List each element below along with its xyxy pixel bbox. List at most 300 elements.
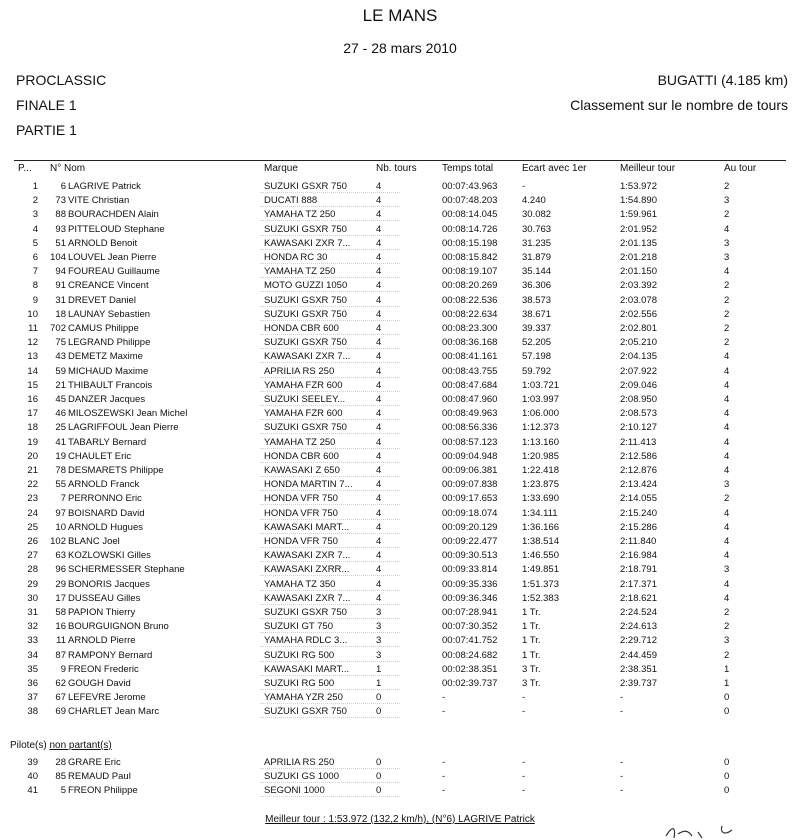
cell-au-tour: 4 <box>724 465 730 476</box>
circuit-label: BUGATTI (4.185 km) <box>657 72 788 88</box>
cell-temps: 00:09:18.074 <box>442 507 498 519</box>
cell-meilleur: 2:14.055 <box>620 493 657 505</box>
table-row <box>0 691 800 705</box>
cell-temps: 00:08:19.107 <box>442 266 498 278</box>
cell-meilleur: 2:18.791 <box>620 564 657 576</box>
col-num-nom: N° Nom <box>50 163 86 174</box>
cell-nom: REMAUD Paul <box>68 771 131 783</box>
cell-no: 51 <box>55 237 66 249</box>
cell-nom: LAGRIVE Patrick <box>68 181 141 192</box>
cell-au-tour: 3 <box>724 195 730 207</box>
cell-pos: 40 <box>27 771 38 783</box>
cell-ecart: 1:46.550 <box>522 550 559 562</box>
cell-ecart: 3 Tr. <box>522 663 541 675</box>
cell-ecart: 1 Tr. <box>522 621 541 633</box>
table-row <box>0 649 800 663</box>
cell-au-tour: 4 <box>724 422 730 434</box>
cell-pos: 23 <box>27 493 38 505</box>
cell-no: 41 <box>55 436 66 448</box>
cell-au-tour: 4 <box>724 536 730 547</box>
table-row <box>0 379 800 393</box>
cell-pos: 31 <box>27 607 38 618</box>
cell-no: 104 <box>50 252 66 263</box>
cell-au-tour: 4 <box>724 521 730 533</box>
cell-temps: 00:08:15.842 <box>442 252 498 263</box>
cell-ecart: 1 Tr. <box>522 635 541 647</box>
event-date: 27 - 28 mars 2010 <box>343 40 457 56</box>
cell-pos: 11 <box>28 323 38 334</box>
cell-tours: 4 <box>376 266 382 278</box>
cell-au-tour: 4 <box>724 394 730 405</box>
cell-nom: BLANC Joel <box>68 536 120 547</box>
cell-au-tour: 2 <box>724 294 730 306</box>
cell-no: 55 <box>55 479 66 491</box>
cell-no: 75 <box>55 337 66 349</box>
cell-pos: 33 <box>27 635 38 647</box>
cell-tours: 4 <box>376 550 382 562</box>
cell-meilleur: 2:12.876 <box>620 465 657 476</box>
signature-image <box>662 822 782 840</box>
cell-ecart: 36.306 <box>522 280 552 292</box>
cell-marque: HONDA RC 30 <box>264 252 328 263</box>
cell-ecart: 1:03.997 <box>522 394 559 405</box>
col-pos: P... <box>18 163 32 174</box>
cell-tours: 0 <box>376 706 382 718</box>
cell-ecart: 1:22.418 <box>522 465 559 476</box>
cell-marque: SUZUKI GSXR 750 <box>264 422 347 434</box>
cell-tours: 4 <box>376 564 382 576</box>
cell-tours: 4 <box>376 323 382 334</box>
cell-marque: YAMAHA RDLC 3... <box>264 635 348 647</box>
cell-ecart: 1:20.985 <box>522 450 559 462</box>
cell-meilleur: 2:24.524 <box>620 607 657 618</box>
cell-tours: 4 <box>376 209 382 221</box>
table-row <box>0 265 800 279</box>
cell-meilleur: 2:03.078 <box>620 294 657 306</box>
cell-au-tour: 4 <box>724 351 730 363</box>
table-row <box>0 393 800 407</box>
cell-au-tour: 2 <box>724 323 730 334</box>
col-marque: Marque <box>264 163 298 174</box>
cell-au-tour: 4 <box>724 379 730 391</box>
cell-nom: PERRONNO Eric <box>68 493 142 505</box>
cell-marque: SUZUKI GSXR 750 <box>264 223 347 235</box>
cell-pos: 30 <box>27 592 38 604</box>
cell-temps: 00:08:22.536 <box>442 294 498 306</box>
cell-meilleur: 2:01.135 <box>620 237 657 249</box>
cell-temps: 00:08:14.726 <box>442 223 498 235</box>
cell-temps: 00:02:38.351 <box>442 663 498 675</box>
cell-no: 69 <box>55 706 66 718</box>
table-row <box>0 365 800 379</box>
cell-meilleur: 2:02.801 <box>620 323 657 334</box>
cell-no: 59 <box>55 365 66 377</box>
cell-nom: BONORIS Jacques <box>68 578 150 590</box>
header-divider <box>14 160 786 161</box>
cell-nom: FREON Philippe <box>68 785 138 797</box>
cell-pos: 13 <box>27 351 38 363</box>
table-row <box>0 770 800 784</box>
table-row <box>0 350 800 364</box>
table-row <box>0 436 800 450</box>
cell-au-tour: 4 <box>724 223 730 235</box>
cell-ecart: 1:13.160 <box>522 436 559 448</box>
cell-meilleur: 2:11.413 <box>620 436 657 448</box>
table-row <box>0 578 800 592</box>
table-row <box>0 507 800 521</box>
cell-pos: 17 <box>27 408 38 420</box>
cell-no: 73 <box>55 195 66 207</box>
table-row <box>0 208 800 222</box>
cell-ecart: - <box>522 692 526 704</box>
cell-tours: 4 <box>376 252 382 263</box>
cell-marque: YAMAHA YZR 250 <box>264 692 343 704</box>
cell-no: 102 <box>50 536 66 547</box>
cell-temps: 00:08:49.963 <box>442 408 498 420</box>
cell-meilleur: 2:02.556 <box>620 308 657 320</box>
cell-ecart: 1:06.000 <box>522 408 559 420</box>
cell-pos: 10 <box>27 308 38 320</box>
cell-meilleur: 2:15.240 <box>620 507 657 519</box>
cell-marque: SUZUKI SEELEY... <box>264 394 346 405</box>
cell-au-tour: 2 <box>724 209 730 221</box>
cell-temps: 00:08:24.682 <box>442 649 498 661</box>
cell-tours: 4 <box>376 408 382 420</box>
cell-ecart: 1:23.875 <box>522 479 559 491</box>
cell-marque: DUCATI 888 <box>264 195 318 207</box>
cell-pos: 2 <box>32 195 38 207</box>
part-label: PARTIE 1 <box>16 122 77 138</box>
cell-nom: DESMARETS Philippe <box>68 465 164 476</box>
cell-nom: ARNOLD Hugues <box>68 521 143 533</box>
cell-pos: 38 <box>27 706 38 718</box>
cell-pos: 15 <box>27 379 38 391</box>
cell-ecart: 1:38.514 <box>522 536 559 547</box>
cell-no: 78 <box>55 465 66 476</box>
cell-marque: SUZUKI GSXR 750 <box>264 308 347 320</box>
cell-marque: KAWASAKI ZXR 7... <box>264 351 351 363</box>
cell-au-tour: 2 <box>724 181 730 192</box>
cell-no: 67 <box>55 692 66 704</box>
cell-marque: YAMAHA FZR 600 <box>264 379 343 391</box>
col-ecart: Ecart avec 1er <box>522 163 587 174</box>
cell-nom: LEGRAND Philippe <box>68 337 151 349</box>
best-lap-summary: Meilleur tour : 1:53.972 (132,2 km/h), (N°6) LAGRIVE Patrick <box>265 814 535 825</box>
cell-tours: 4 <box>376 422 382 434</box>
cell-ecart: 4.240 <box>522 195 546 207</box>
cell-nom: CHARLET Jean Marc <box>68 706 160 718</box>
cell-pos: 35 <box>27 663 38 675</box>
col-meilleur-tour: Meilleur tour <box>620 163 676 174</box>
cell-au-tour: 0 <box>724 785 730 797</box>
cell-ecart: 1:34.111 <box>522 507 558 519</box>
cell-ecart: 30.082 <box>522 209 552 221</box>
cell-marque: KAWASAKI ZXR 7... <box>264 237 351 249</box>
cell-meilleur: - <box>620 771 624 783</box>
cell-nom: BOISNARD David <box>68 507 145 519</box>
cell-meilleur: 2:01.150 <box>620 266 657 278</box>
cell-au-tour: 2 <box>724 621 730 633</box>
cell-no: 94 <box>55 266 66 278</box>
cell-temps: 00:08:43.755 <box>442 365 498 377</box>
cell-au-tour: 3 <box>724 564 730 576</box>
cell-meilleur: - <box>620 692 624 704</box>
cell-nom: DUSSEAU Gilles <box>68 592 141 604</box>
cell-temps: 00:08:20.269 <box>442 280 498 292</box>
cell-meilleur: 2:13.424 <box>620 479 657 491</box>
cell-nom: PAPION Thierry <box>68 607 136 618</box>
cell-au-tour: 4 <box>724 450 730 462</box>
cell-nom: LAGRIFFOUL Jean Pierre <box>68 422 179 434</box>
cell-temps: 00:07:41.752 <box>442 635 498 647</box>
cell-pos: 8 <box>32 280 38 292</box>
cell-no: 9 <box>60 663 66 675</box>
cell-au-tour: 0 <box>724 771 730 783</box>
cell-marque: YAMAHA TZ 250 <box>264 266 336 278</box>
cell-au-tour: 2 <box>724 280 730 292</box>
cell-au-tour: 0 <box>724 757 730 768</box>
table-row <box>0 279 800 293</box>
cell-tours: 4 <box>376 223 382 235</box>
table-row <box>0 194 800 208</box>
cell-no: 25 <box>55 422 66 434</box>
cell-nom: KOZLOWSKI Gilles <box>68 550 151 562</box>
cell-meilleur: 2:11.840 <box>620 536 657 547</box>
table-row <box>0 308 800 322</box>
cell-nom: CAMUS Philippe <box>68 323 139 334</box>
cell-tours: 4 <box>376 536 382 547</box>
cell-nom: FOUREAU Guillaume <box>68 266 160 278</box>
cell-temps: - <box>442 771 446 783</box>
cell-ecart: 1:33.690 <box>522 493 559 505</box>
table-row <box>0 620 800 634</box>
cell-ecart: - <box>522 785 526 797</box>
cell-temps: 00:09:22.477 <box>442 536 498 547</box>
non-partants-heading-suffix: non partant(s) <box>49 740 112 751</box>
cell-ecart: 57.198 <box>522 351 552 363</box>
cell-meilleur: 2:44.459 <box>620 649 657 661</box>
cell-tours: 1 <box>376 678 382 689</box>
cell-no: 63 <box>55 550 66 562</box>
table-row <box>0 677 800 691</box>
cell-au-tour: 3 <box>724 252 730 263</box>
session-label: FINALE 1 <box>16 97 77 113</box>
cell-marque: YAMAHA TZ 250 <box>264 209 336 221</box>
cell-temps: 00:07:48.203 <box>442 195 498 207</box>
cell-pos: 14 <box>27 365 38 377</box>
cell-pos: 41 <box>27 785 38 797</box>
cell-temps: 00:07:28.941 <box>442 607 498 618</box>
cell-marque: YAMAHA TZ 350 <box>264 578 336 590</box>
cell-meilleur: 2:04.135 <box>620 351 657 363</box>
table-row <box>0 521 800 535</box>
cell-temps: - <box>442 706 446 718</box>
cell-tours: 4 <box>376 365 382 377</box>
cell-tours: 4 <box>376 507 382 519</box>
cell-temps: 00:08:22.634 <box>442 308 498 320</box>
cell-meilleur: - <box>620 785 624 797</box>
table-row <box>0 450 800 464</box>
table-row <box>0 563 800 577</box>
cell-temps: 00:08:56.336 <box>442 422 498 434</box>
table-row <box>0 294 800 308</box>
cell-meilleur: 2:17.371 <box>620 578 657 590</box>
cell-no: 96 <box>55 564 66 576</box>
cell-no: 10 <box>55 521 66 533</box>
cell-no: 62 <box>55 678 66 689</box>
cell-ecart: 1:03.721 <box>522 379 559 391</box>
cell-no: 93 <box>55 223 66 235</box>
cell-meilleur: 1:59.961 <box>620 209 657 221</box>
cell-pos: 29 <box>27 578 38 590</box>
cell-pos: 18 <box>27 422 38 434</box>
cell-no: 7 <box>60 493 66 505</box>
cell-nom: FREON Frederic <box>68 663 139 675</box>
table-row <box>0 407 800 421</box>
cell-au-tour: 2 <box>724 649 730 661</box>
cell-tours: 4 <box>376 436 382 448</box>
cell-nom: ARNOLD Franck <box>68 479 140 491</box>
cell-meilleur: 2:12.586 <box>620 450 657 462</box>
cell-pos: 27 <box>27 550 38 562</box>
cell-au-tour: 3 <box>724 237 730 249</box>
cell-tours: 4 <box>376 351 382 363</box>
cell-nom: ARNOLD Benoit <box>68 237 138 249</box>
cell-nom: BOURACHDEN Alain <box>68 209 159 221</box>
cell-au-tour: 3 <box>724 635 730 647</box>
cell-tours: 0 <box>376 785 382 797</box>
table-row <box>0 592 800 606</box>
cell-nom: DEMETZ Maxime <box>68 351 143 363</box>
cell-marque: SUZUKI GSXR 750 <box>264 706 347 718</box>
cell-nom: MICHAUD Maxime <box>68 365 149 377</box>
cell-meilleur: 2:15.286 <box>620 521 657 533</box>
cell-nom: DREVET Daniel <box>68 294 136 306</box>
cell-meilleur: 2:07.922 <box>620 365 657 377</box>
cell-marque: SUZUKI GS 1000 <box>264 771 339 783</box>
cell-ecart: 52.205 <box>522 337 552 349</box>
table-row <box>0 705 800 719</box>
cell-temps: 00:09:20.129 <box>442 521 498 533</box>
cell-no: 18 <box>55 308 66 320</box>
non-partants-heading <box>10 740 112 751</box>
cell-marque: MOTO GUZZI 1050 <box>264 280 348 292</box>
cell-marque: SUZUKI GT 750 <box>264 621 333 633</box>
results-table-header <box>0 162 800 176</box>
cell-tours: 3 <box>376 649 382 661</box>
cell-nom: CREANCE Vincent <box>68 280 149 292</box>
cell-marque: HONDA CBR 600 <box>264 323 339 334</box>
cell-ecart: 38.671 <box>522 308 552 320</box>
cell-ecart: 31.879 <box>522 252 552 263</box>
cell-pos: 26 <box>27 536 38 547</box>
cell-nom: TABARLY Bernard <box>68 436 147 448</box>
cell-pos: 5 <box>32 237 38 249</box>
cell-tours: 4 <box>376 308 382 320</box>
cell-au-tour: 0 <box>724 692 730 704</box>
cell-marque: SUZUKI GSXR 750 <box>264 294 347 306</box>
table-row <box>0 322 800 336</box>
cell-ecart: - <box>522 181 526 192</box>
cell-marque: SUZUKI GSXR 750 <box>264 181 347 192</box>
cell-au-tour: 2 <box>724 308 730 320</box>
cell-meilleur: 2:18.621 <box>620 592 657 604</box>
cell-tours: 0 <box>376 757 382 768</box>
cell-temps: 00:09:17.653 <box>442 493 498 505</box>
cell-temps: 00:09:04.948 <box>442 450 498 462</box>
cell-pos: 4 <box>32 223 38 235</box>
cell-nom: SCHERMESSER Stephane <box>68 564 185 576</box>
table-row <box>0 756 800 770</box>
cell-no: 17 <box>55 592 66 604</box>
cell-temps: 00:08:14.045 <box>442 209 498 221</box>
cell-marque: KAWASAKI MART... <box>264 521 350 533</box>
cell-marque: SUZUKI RG 500 <box>264 678 335 689</box>
cell-ecart: 59.792 <box>522 365 552 377</box>
table-row <box>0 237 800 251</box>
table-row <box>0 336 800 350</box>
cell-temps: 00:07:43.963 <box>442 181 498 192</box>
cell-ecart: 1:36.166 <box>522 521 559 533</box>
table-row <box>0 180 800 194</box>
cell-no: 31 <box>55 294 66 306</box>
cell-marque: HONDA VFR 750 <box>264 493 338 505</box>
cell-pos: 7 <box>32 266 38 278</box>
cell-no: 21 <box>55 379 66 391</box>
cell-no: 45 <box>55 394 66 405</box>
cell-marque: YAMAHA FZR 600 <box>264 408 343 420</box>
cell-temps: 00:09:07.838 <box>442 479 498 491</box>
cell-ecart: 1 Tr. <box>522 649 541 661</box>
cell-nom: LOUVEL Jean Pierre <box>68 252 157 263</box>
cell-ecart: - <box>522 706 526 718</box>
cell-no: 702 <box>50 323 66 334</box>
cell-ecart: 39.337 <box>522 323 552 334</box>
cell-au-tour: 4 <box>724 550 730 562</box>
cell-temps: 00:08:15.198 <box>442 237 498 249</box>
cell-au-tour: 4 <box>724 436 730 448</box>
cell-marque: KAWASAKI ZXR 7... <box>264 592 351 604</box>
cell-no: 5 <box>60 785 66 797</box>
category-label: PROCLASSIC <box>16 72 107 88</box>
cell-ecart: 1:49.851 <box>522 564 559 576</box>
col-temps-total: Temps total <box>442 163 494 174</box>
cell-tours: 4 <box>376 237 382 249</box>
table-row <box>0 549 800 563</box>
cell-no: 29 <box>55 578 66 590</box>
cell-meilleur: 2:09.046 <box>620 379 657 391</box>
cell-no: 88 <box>55 209 66 221</box>
cell-tours: 1 <box>376 663 382 675</box>
cell-meilleur: 2:39.737 <box>620 678 657 689</box>
cell-no: 16 <box>55 621 66 633</box>
cell-tours: 3 <box>376 635 382 647</box>
cell-temps: - <box>442 785 446 797</box>
cell-temps: 00:08:47.960 <box>442 394 498 405</box>
cell-no: 28 <box>55 757 66 768</box>
cell-meilleur: 2:10.127 <box>620 422 657 434</box>
cell-tours: 0 <box>376 692 382 704</box>
table-row <box>0 478 800 492</box>
cell-au-tour: 4 <box>724 365 730 377</box>
cell-no: 11 <box>56 635 66 647</box>
cell-pos: 12 <box>27 337 38 349</box>
cell-meilleur: 2:01.218 <box>620 252 657 263</box>
col-au-tour: Au tour <box>724 163 757 174</box>
cell-marque: HONDA VFR 750 <box>264 507 338 519</box>
cell-tours: 0 <box>376 771 382 783</box>
cell-tours: 4 <box>376 465 382 476</box>
